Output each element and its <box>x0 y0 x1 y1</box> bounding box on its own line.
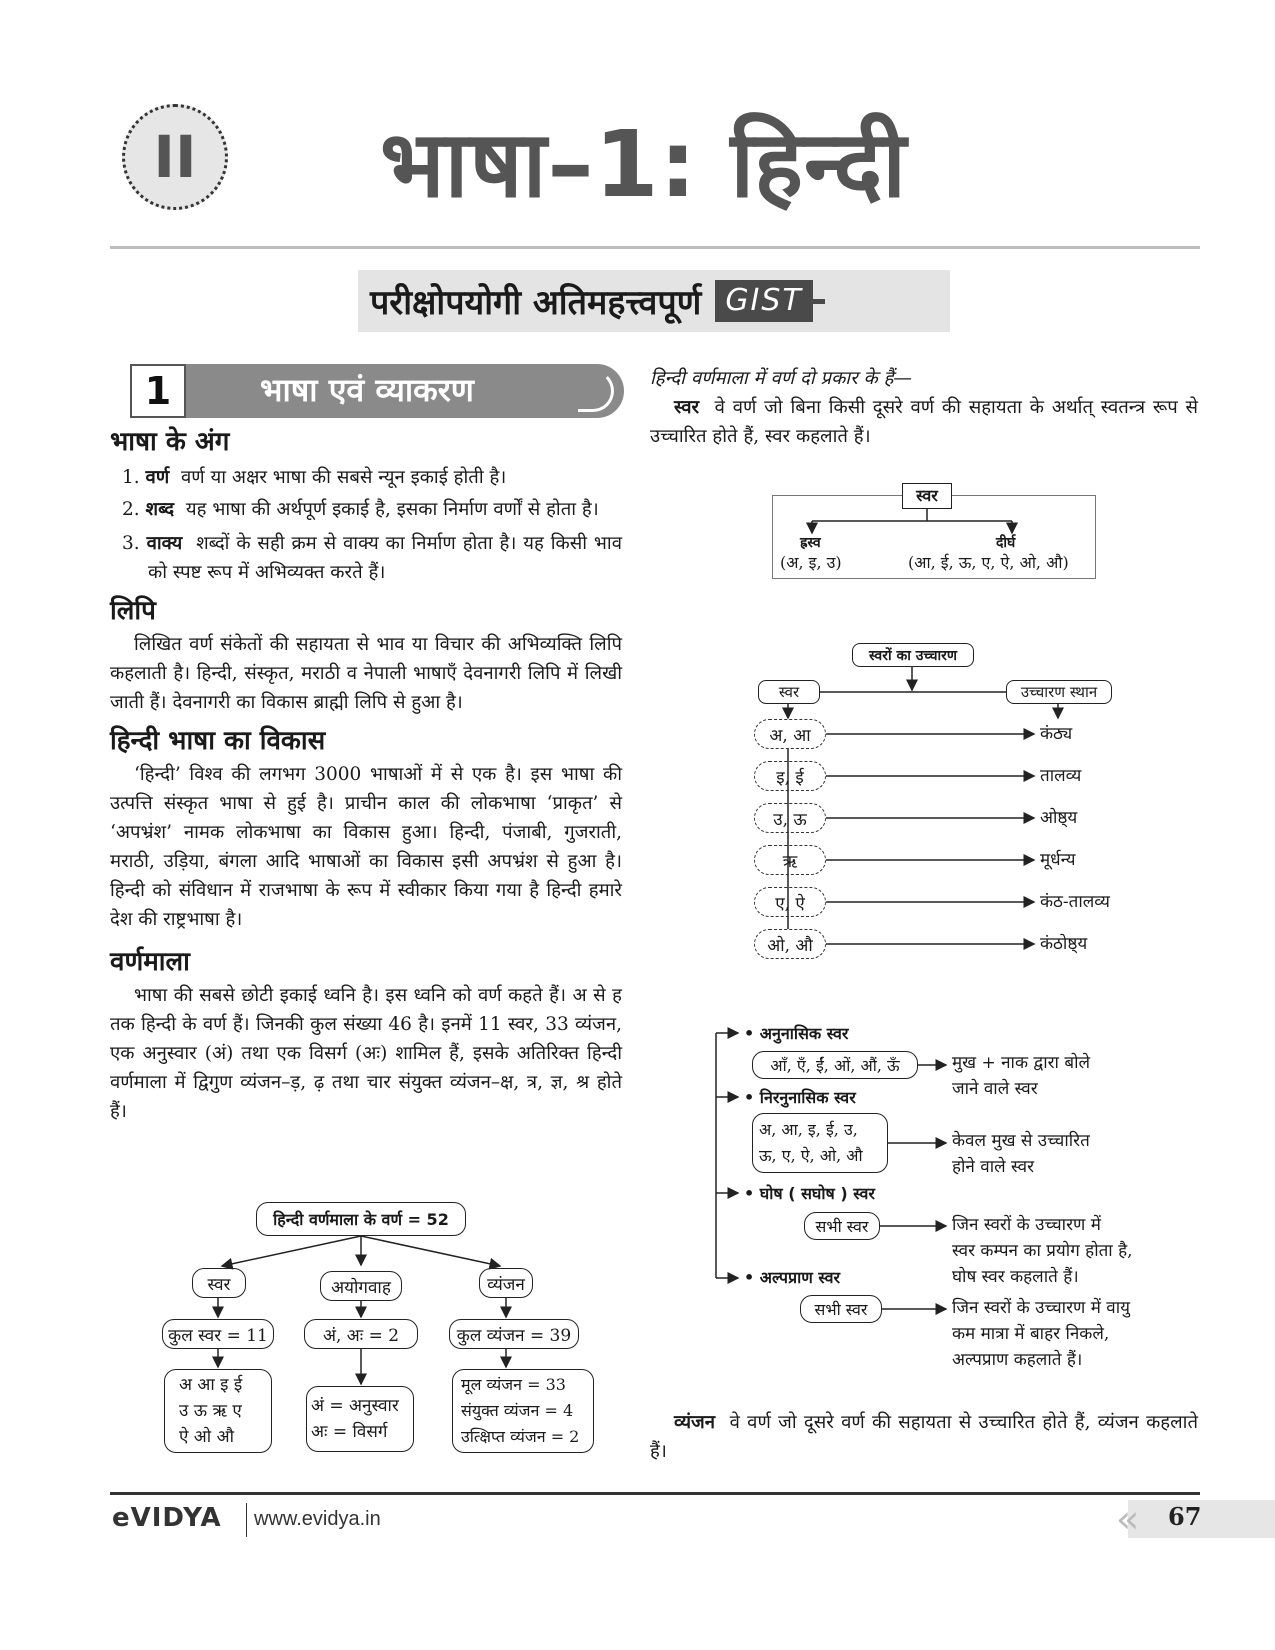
gist-banner-text: परीक्षोपयोगी अतिमहत्त्वपूर्ण <box>370 283 702 323</box>
paragraph-vyanjan-def <box>650 1408 1198 1466</box>
tree-branch-ayogvah: अयोगवाह <box>320 1271 402 1301</box>
sthan-label: मूर्धन्य <box>1040 850 1076 870</box>
type-heading-anunasik: • अनुनासिक स्वर <box>744 1024 849 1043</box>
sthan-label: कंठोष्ठ्य <box>1040 934 1088 954</box>
type-heading-alpapran: • अल्पप्राण स्वर <box>744 1268 841 1287</box>
tree-count-vyanjan: कुल व्यंजन = 39 <box>449 1319 579 1349</box>
list-item <box>110 463 622 492</box>
term-vyanjan: व्यंजन <box>674 1412 716 1433</box>
paragraph-varnamala: भाषा की सबसे छोटी इकाई ध्वनि है। इस ध्वनि को वर्ण कहते हैं। अ से ह तक हिन्दी के वर्ण हैं। जिनकी कुल संख्या 46 है। इनमें 11 स्वर, 33 व्यंजन, एक अनुस्वार (अं) तथा एक विसर्ग (अः) शामिल हैं, इसके अतिरिक्त हिन्दी वर्णमाला में द्विगुण व्यंजन–ड़, ढ़ तथा चार संयुक्त व्यंजन–क्ष, त्र, ज्ञ, श्र होते हैं। <box>110 985 622 1122</box>
swar-cloud: इ, ई <box>754 761 826 791</box>
sthan-label: कंठ-तालव्य <box>1040 892 1110 912</box>
section-number: 1 <box>130 364 186 418</box>
swar-box-title: स्वर <box>902 483 952 509</box>
dirgha-label: दीर्घ <box>996 535 1016 551</box>
hrasva-values: (अ, इ, उ) <box>780 553 842 572</box>
sthan-label: कंठ्य <box>1040 724 1073 744</box>
desc-line: केवल मुख से उच्चारित <box>952 1131 1090 1151</box>
box-line: ऊ, ए, ऐ, ओ, औ <box>759 1146 863 1165</box>
type-box-alpapran: सभी स्वर <box>800 1295 882 1323</box>
paragraph-vikas: ‘हिन्दी’ विश्व की लगभग 3000 भाषाओं में से एक है। इस भाषा की उत्पत्ति संस्कृत भाषा से हुई है। प्राचीन काल की लोकभाषा ‘प्राकृत’ से ‘अपभ्रंश’ नामक लोकभाषा का विकास हुआ। हिन्दी, पंजाबी, गुजराती, मराठी, उड़िया, बंगला आदि भाषाओं का विकास इसी अपभ्रंश से हुआ है। हिन्दी को संविधान में राजभाषा के रूप में स्वीकार किया गया है हिन्दी हमारे देश की राष्ट्रभाषा है। <box>110 764 622 930</box>
footer-url[interactable]: www.evidya.in <box>254 1508 381 1530</box>
sthan-label: तालव्य <box>1040 766 1082 786</box>
box-line: अ, आ, इ, ई, उ, <box>759 1120 858 1139</box>
tree-detail-line: अः = विसर्ग <box>311 1422 388 1442</box>
tree-count-ayogvah: अं, अः = 2 <box>304 1319 418 1349</box>
swar-cloud: अ, आ <box>754 719 826 749</box>
heading-vikas: हिन्दी भाषा का विकास <box>110 726 326 756</box>
heading-bhasha-ang: भाषा के अंग <box>110 427 230 457</box>
tree-branch-vyanjan: व्यंजन <box>479 1268 533 1298</box>
list-text: शब्दों के सही क्रम से वाक्य का निर्माण होता है। यह किसी भाव को स्पष्ट रूप में अभिव्यक्त करते हैं। <box>148 533 622 583</box>
desc-line: जाने वाले स्वर <box>952 1079 1038 1099</box>
swar-cloud: ऋ <box>754 845 826 875</box>
tree-detail-vyanjan <box>452 1369 594 1453</box>
desc-line: अल्पप्राण कहलाते हैं। <box>952 1350 1083 1370</box>
type-desc-ghosh <box>952 1212 1133 1290</box>
tree-branch-swar: स्वर <box>192 1268 246 1298</box>
evidya-logo: eVIDYA <box>112 1503 222 1533</box>
logo-separator <box>246 1503 247 1537</box>
list-text: वर्ण या अक्षर भाषा की सबसे न्यून इकाई होती है। <box>180 467 507 488</box>
hrasva-label: ह्रस्व <box>800 535 821 551</box>
list-text: यह भाषा की अर्थपूर्ण इकाई है, इसका निर्माण वर्णों से होता है। <box>185 499 599 520</box>
list-term: वाक्य <box>146 533 183 554</box>
list-number: 3. <box>122 533 140 554</box>
tree-detail-line: अ आ इ ई <box>179 1375 243 1395</box>
right-column <box>650 364 1198 451</box>
desc-line: कम मात्रा में बाहर निकले, <box>952 1324 1110 1344</box>
type-heading-ghosh: • घोष ( सघोष ) स्वर <box>744 1184 875 1203</box>
heading-lipi: लिपि <box>110 596 156 626</box>
uchcharan-title: स्वरों का उच्चारण <box>852 643 974 667</box>
gist-tag-bar <box>813 299 825 304</box>
swar-cloud: ओ, औ <box>754 929 826 959</box>
type-desc-niranunasik <box>952 1128 1090 1180</box>
list-number: 2. <box>122 499 140 520</box>
swar-cloud: ए, ऐ <box>754 887 826 917</box>
type-heading-text: घोष ( सघोष ) स्वर <box>759 1184 875 1203</box>
page-number-box <box>1128 1500 1275 1538</box>
desc-line: स्वर कम्पन का प्रयोग होता है, <box>952 1241 1133 1261</box>
swar-cloud: उ, ऊ <box>754 803 826 833</box>
tree-detail-line: उ ऊ ऋ ए <box>179 1401 242 1421</box>
desc-line: मुख + नाक द्वारा बोले <box>952 1053 1090 1073</box>
term-swar: स्वर <box>674 397 700 418</box>
tree-detail-line: उत्क्षिप्त व्यंजन = 2 <box>461 1427 580 1446</box>
dirgha-values: (आ, ई, ऊ, ए, ऐ, ओ, औ) <box>908 553 1069 572</box>
type-heading-text: अल्पप्राण स्वर <box>759 1268 841 1287</box>
footer-divider <box>110 1492 1200 1495</box>
gist-tag: GIST <box>715 280 812 322</box>
uchcharan-swar-header: स्वर <box>758 680 820 704</box>
tree-detail-ayogvah <box>306 1386 414 1452</box>
desc-line: घोष स्वर कहलाते हैं। <box>952 1267 1079 1287</box>
chapter-badge: II <box>122 104 228 210</box>
sthan-label: ओष्ठ्य <box>1040 808 1078 828</box>
type-heading-text: निरनुनासिक स्वर <box>759 1088 856 1107</box>
left-column <box>110 428 622 1126</box>
type-box-niranunasik <box>752 1113 888 1173</box>
tree-detail-line: मूल व्यंजन = 33 <box>461 1375 566 1394</box>
chapter-title: भाषा–1: हिन्दी <box>380 111 908 218</box>
type-heading-text: अनुनासिक स्वर <box>759 1024 849 1043</box>
list-number: 1. <box>122 467 140 488</box>
list-term: शब्द <box>145 499 175 520</box>
heading-varnamala: वर्णमाला <box>110 947 190 977</box>
double-chevron-icon: « <box>1116 1497 1140 1541</box>
gist-banner <box>358 270 950 332</box>
desc-line: होने वाले स्वर <box>952 1157 1035 1177</box>
paragraph-lipi: लिखित वर्ण संकेतों की सहायता से भाव या विचार की अभिव्यक्ति लिपि कहलाती है। हिन्दी, संस्कृत, मराठी व नेपाली भाषाएँ देवनागरी लिपि में लिखी जाती हैं। देवनागरी का विकास ब्राह्मी लिपि से हुआ है। <box>110 634 622 713</box>
list-item <box>110 495 622 524</box>
section-title: भाषा एवं व्याकरण <box>260 371 474 409</box>
tree-root: हिन्दी वर्णमाला के वर्ण = 52 <box>256 1202 466 1236</box>
type-desc-alpapran <box>952 1295 1130 1373</box>
desc-line: जिन स्वरों के उच्चारण में वायु <box>952 1298 1130 1318</box>
uchcharan-sthan-header: उच्चारण स्थान <box>1006 680 1112 704</box>
desc-line: जिन स्वरों के उच्चारण में <box>952 1215 1101 1235</box>
type-desc-anunasik <box>952 1050 1090 1102</box>
tree-detail-line: ऐ ओ औ <box>179 1427 234 1447</box>
swar-def-text: वे वर्ण जो बिना किसी दूसरे वर्ण की सहायता के अर्थात् स्वतन्त्र रूप से उच्चारित होते हैं, स्वर कहलाते हैं। <box>650 397 1199 447</box>
tree-detail-swar <box>164 1369 272 1453</box>
type-heading-niranunasik: • निरनुनासिक स्वर <box>744 1088 856 1107</box>
list-term: वर्ण <box>145 467 170 488</box>
page-number: 67 <box>1168 1502 1202 1531</box>
list-item <box>110 529 622 587</box>
tree-detail-line: संयुक्त व्यंजन = 4 <box>461 1401 574 1420</box>
type-box-anunasik: आँ, एँ, ईं, ओं, औं, ऊँ <box>752 1051 918 1079</box>
intro-text: हिन्दी वर्णमाला में वर्ण दो प्रकार के हैं— <box>650 368 912 389</box>
header-divider <box>110 246 1200 249</box>
type-box-ghosh: सभी स्वर <box>804 1212 880 1240</box>
paragraph-swar-def <box>650 393 1198 451</box>
tree-detail-line: अं = अनुस्वार <box>311 1396 399 1416</box>
tree-count-swar: कुल स्वर = 11 <box>162 1319 274 1349</box>
vyanjan-def-text: वे वर्ण जो दूसरे वर्ण की सहायता से उच्चारित होते हैं, व्यंजन कहलाते हैं। <box>650 1412 1199 1462</box>
